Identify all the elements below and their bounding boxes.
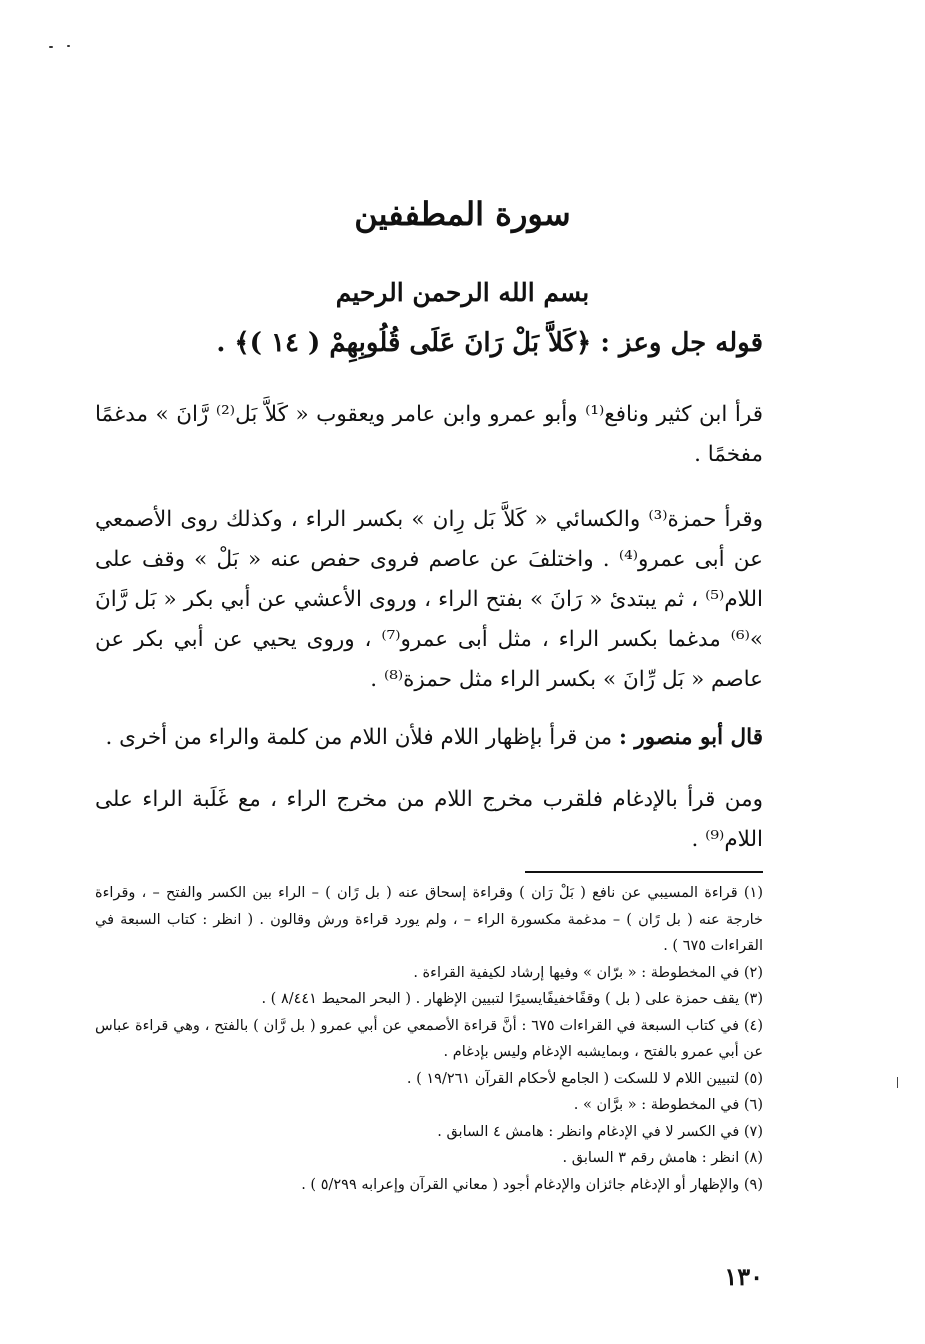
footnote-1: (١) قراءة المسيبي عن نافع ( بَلْ رَان ) وقراءة إسحاق عنه ( بل رًان ) – الراء بين الكسر والفتح – ، وقراءة خارجة عنه ( بل رًان ) – مدغمة مكسورة الراء – ، ولم يورد قراءة ورش وقالون . ( انظر : كتاب السبعة في القراءات ٦٧٥ ) . bbox=[95, 885, 763, 954]
footnote-4: (٤) في كتاب السبعة في القراءات ٦٧٥ : أنَّ قراءة الأصمعي عن أبي عمرو ( بل رَّان ) بالفتح ، وهي قراءة عباس عن أبي عمرو بالفتح ، وبمايشبه الإدغام وليس بإدغام . bbox=[95, 1017, 763, 1060]
footnotes-list bbox=[95, 880, 763, 1198]
footnote-8: (٨) انظر : هامش رقم ٣ السابق . bbox=[562, 1150, 763, 1166]
footnote-9: (٩) والإظهار أو الإدغام جائزان والإدغام أجود ( معاني القرآن وإعرابه ٥/٢٩٩ ) . bbox=[301, 1176, 763, 1193]
footnote-3: (٣) يقف حمزة على ( بل ) وقفًاخفيفًايسيرًا لتبيين الإظهار . ( البحر المحيط ٨/٤٤١ ) . bbox=[261, 991, 763, 1007]
paragraph-1: قرأ ابن كثير ونافع⁽¹⁾ وأبو عمرو وابن عامر ويعقوب « كَلاَّ بَل⁽²⁾ رَّانَ » مدغمًا مفخمًا . bbox=[95, 402, 764, 467]
basmala: بسم الله الرحمن الرحيم bbox=[335, 278, 590, 307]
page-number: ١٣٠ bbox=[724, 1262, 763, 1291]
paragraph-3-text: من قرأ بإظهار اللام فلأن اللام من كلمة والراء من أخرى . bbox=[105, 725, 619, 750]
footnote-7: (٧) في الكسر لا في الإدغام وانظر : هامش ٤ السابق . bbox=[437, 1123, 763, 1140]
footnote-6: (٦) في المخطوطة : « برَّان » . bbox=[573, 1097, 763, 1113]
paragraph-3-lead: قال أبو منصور : bbox=[618, 725, 763, 750]
surah-title: سورة المطففين bbox=[354, 195, 571, 233]
scan-mark bbox=[897, 1077, 898, 1088]
paragraph-4: ومن قرأ بالإدغام فلقرب مخرج اللام من مخرج الراء ، مع غَلَبة الراء على اللام⁽⁹⁾ . bbox=[95, 787, 763, 852]
footnote-5: (٥) لتبيين اللام لا للسكت ( الجامع لأحكام القرآن ١٩/٢٦١ ) . bbox=[406, 1070, 763, 1087]
paragraph-3 bbox=[95, 718, 763, 758]
paragraph-2: وقرأ حمزة⁽³⁾ والكسائي « كَلاَّ بَل رِان » بكسر الراء ، وكذلك روى الأصمعي عن أبى عمرو⁽⁴⁾ . واختلفَ عن عاصم فروى حفص عنه « بَلْ » وقف على اللام⁽⁵⁾ ، ثم يبتدئ « رَانَ » بفتح الراء ، وروى الأعشي عن أبي بكر « بَل رَّانَ »⁽⁶⁾ مدغما بكسر الراء ، مثل أبى عمرو⁽⁷⁾ ، وروى يحيي عن أبي بكر عن عاصم « بَل رِّانَ » بكسر الراء مثل حمزة⁽⁸⁾ . bbox=[95, 507, 764, 692]
verse-line: قوله جل وعز : ﴿كَلاَّ بَلْ رَانَ عَلَى قُلُوبِهِمْ ( ١٤ )﴾ . bbox=[216, 328, 763, 358]
footnote-divider bbox=[525, 871, 763, 873]
footnote-2: (٢) في المخطوطة : « برّان » وفيها إرشاد لكيفية القراءة . bbox=[413, 964, 763, 981]
